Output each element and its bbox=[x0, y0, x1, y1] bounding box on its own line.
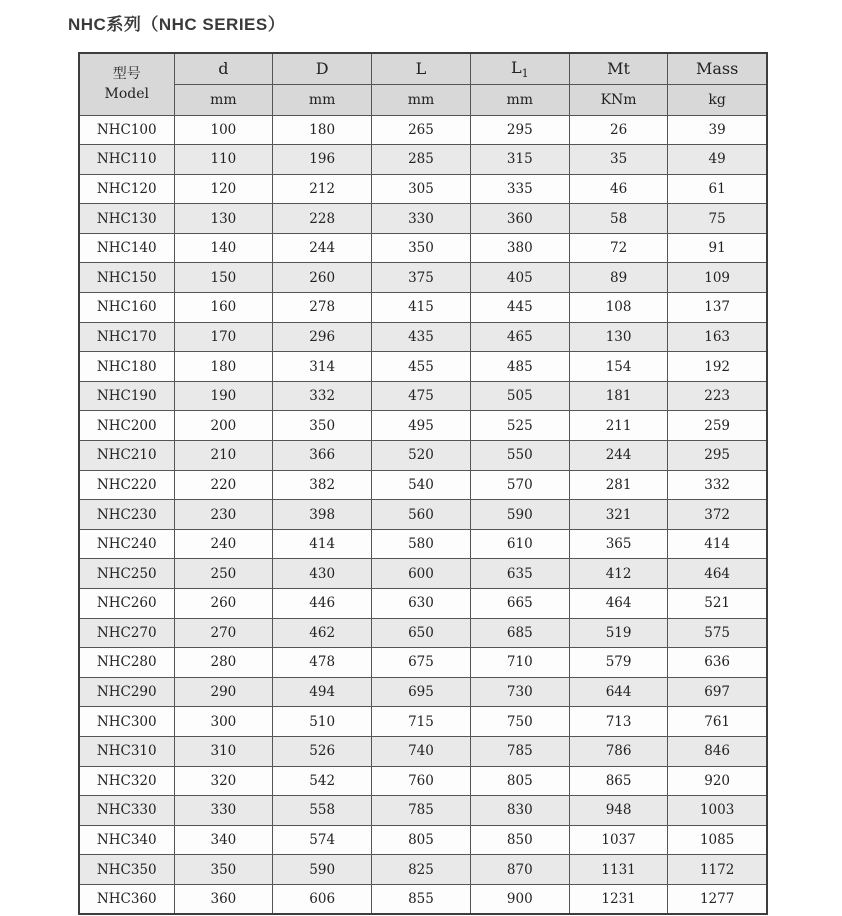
value-cell: 558 bbox=[273, 796, 372, 826]
value-cell: 89 bbox=[569, 263, 668, 293]
value-cell: 636 bbox=[668, 648, 767, 678]
model-cell: NHC240 bbox=[79, 529, 174, 559]
value-cell: 685 bbox=[470, 618, 569, 648]
value-cell: 244 bbox=[273, 233, 372, 263]
value-cell: 494 bbox=[273, 677, 372, 707]
model-column-header bbox=[79, 53, 174, 115]
model-cell: NHC200 bbox=[79, 411, 174, 441]
model-cell: NHC190 bbox=[79, 381, 174, 411]
value-cell: 610 bbox=[470, 529, 569, 559]
value-cell: 260 bbox=[174, 589, 273, 619]
value-cell: 160 bbox=[174, 293, 273, 323]
value-cell: 526 bbox=[273, 736, 372, 766]
value-cell: 730 bbox=[470, 677, 569, 707]
value-cell: 360 bbox=[174, 884, 273, 914]
table-row bbox=[79, 204, 767, 234]
header-unit-row bbox=[79, 84, 767, 115]
column-header-l1: $L_1$ bbox=[470, 53, 569, 84]
value-cell: 430 bbox=[273, 559, 372, 589]
model-cell: NHC100 bbox=[79, 115, 174, 145]
value-cell: 314 bbox=[273, 352, 372, 382]
column-header-mt: Mt bbox=[569, 53, 668, 84]
value-cell: 382 bbox=[273, 470, 372, 500]
model-cell: NHC140 bbox=[79, 233, 174, 263]
value-cell: 1085 bbox=[668, 825, 767, 855]
value-cell: 560 bbox=[372, 500, 471, 530]
table-row bbox=[79, 381, 767, 411]
value-cell: 200 bbox=[174, 411, 273, 441]
value-cell: 310 bbox=[174, 736, 273, 766]
value-cell: 100 bbox=[174, 115, 273, 145]
value-cell: 825 bbox=[372, 855, 471, 885]
model-header-cn: 型号 bbox=[112, 65, 141, 82]
model-cell: NHC290 bbox=[79, 677, 174, 707]
value-cell: 1037 bbox=[569, 825, 668, 855]
nhc-series-table bbox=[78, 52, 768, 915]
value-cell: 590 bbox=[273, 855, 372, 885]
value-cell: 300 bbox=[174, 707, 273, 737]
column-header-d: D bbox=[273, 53, 372, 84]
value-cell: 375 bbox=[372, 263, 471, 293]
value-cell: 240 bbox=[174, 529, 273, 559]
model-cell: NHC210 bbox=[79, 441, 174, 471]
page-title: NHC系列（NHC SERIES） bbox=[68, 15, 286, 34]
value-cell: 330 bbox=[372, 204, 471, 234]
table-row bbox=[79, 411, 767, 441]
table-row bbox=[79, 884, 767, 914]
value-cell: 72 bbox=[569, 233, 668, 263]
value-cell: 295 bbox=[668, 441, 767, 471]
value-cell: 579 bbox=[569, 648, 668, 678]
value-cell: 228 bbox=[273, 204, 372, 234]
table-row bbox=[79, 677, 767, 707]
model-cell: NHC310 bbox=[79, 736, 174, 766]
value-cell: 49 bbox=[668, 145, 767, 175]
table-row bbox=[79, 648, 767, 678]
value-cell: 340 bbox=[174, 825, 273, 855]
value-cell: 761 bbox=[668, 707, 767, 737]
model-cell: NHC340 bbox=[79, 825, 174, 855]
value-cell: 785 bbox=[470, 736, 569, 766]
value-cell: 1231 bbox=[569, 884, 668, 914]
value-cell: 58 bbox=[569, 204, 668, 234]
value-cell: 380 bbox=[470, 233, 569, 263]
value-cell: 26 bbox=[569, 115, 668, 145]
value-cell: 190 bbox=[174, 381, 273, 411]
value-cell: 280 bbox=[174, 648, 273, 678]
value-cell: 600 bbox=[372, 559, 471, 589]
value-cell: 332 bbox=[273, 381, 372, 411]
value-cell: 715 bbox=[372, 707, 471, 737]
value-cell: 574 bbox=[273, 825, 372, 855]
value-cell: 192 bbox=[668, 352, 767, 382]
value-cell: 244 bbox=[569, 441, 668, 471]
model-cell: NHC360 bbox=[79, 884, 174, 914]
value-cell: 900 bbox=[470, 884, 569, 914]
column-unit-d: mm bbox=[174, 84, 273, 115]
model-cell: NHC260 bbox=[79, 589, 174, 619]
value-cell: 650 bbox=[372, 618, 471, 648]
value-cell: 519 bbox=[569, 618, 668, 648]
column-unit-d: mm bbox=[273, 84, 372, 115]
value-cell: 760 bbox=[372, 766, 471, 796]
value-cell: 540 bbox=[372, 470, 471, 500]
value-cell: 505 bbox=[470, 381, 569, 411]
value-cell: 35 bbox=[569, 145, 668, 175]
value-cell: 120 bbox=[174, 174, 273, 204]
value-cell: 485 bbox=[470, 352, 569, 382]
model-cell: NHC150 bbox=[79, 263, 174, 293]
value-cell: 740 bbox=[372, 736, 471, 766]
value-cell: 510 bbox=[273, 707, 372, 737]
value-cell: 550 bbox=[470, 441, 569, 471]
model-cell: NHC320 bbox=[79, 766, 174, 796]
model-header-en: Model bbox=[104, 86, 149, 103]
value-cell: 290 bbox=[174, 677, 273, 707]
value-cell: 372 bbox=[668, 500, 767, 530]
table-row bbox=[79, 766, 767, 796]
value-cell: 495 bbox=[372, 411, 471, 441]
value-cell: 196 bbox=[273, 145, 372, 175]
value-cell: 91 bbox=[668, 233, 767, 263]
value-cell: 475 bbox=[372, 381, 471, 411]
value-cell: 154 bbox=[569, 352, 668, 382]
value-cell: 260 bbox=[273, 263, 372, 293]
value-cell: 405 bbox=[470, 263, 569, 293]
value-cell: 1131 bbox=[569, 855, 668, 885]
value-cell: 750 bbox=[470, 707, 569, 737]
value-cell: 46 bbox=[569, 174, 668, 204]
column-header-mass: Mass bbox=[668, 53, 767, 84]
table-row bbox=[79, 352, 767, 382]
value-cell: 39 bbox=[668, 115, 767, 145]
value-cell: 865 bbox=[569, 766, 668, 796]
table-row bbox=[79, 322, 767, 352]
value-cell: 521 bbox=[668, 589, 767, 619]
value-cell: 630 bbox=[372, 589, 471, 619]
value-cell: 1172 bbox=[668, 855, 767, 885]
column-header-d: d bbox=[174, 53, 273, 84]
value-cell: 350 bbox=[273, 411, 372, 441]
value-cell: 259 bbox=[668, 411, 767, 441]
column-unit-mass: kg bbox=[668, 84, 767, 115]
value-cell: 223 bbox=[668, 381, 767, 411]
table-row bbox=[79, 145, 767, 175]
value-cell: 464 bbox=[569, 589, 668, 619]
value-cell: 335 bbox=[470, 174, 569, 204]
value-cell: 210 bbox=[174, 441, 273, 471]
table-row bbox=[79, 855, 767, 885]
value-cell: 1003 bbox=[668, 796, 767, 826]
value-cell: 520 bbox=[372, 441, 471, 471]
table-row bbox=[79, 707, 767, 737]
value-cell: 920 bbox=[668, 766, 767, 796]
value-cell: 710 bbox=[470, 648, 569, 678]
value-cell: 180 bbox=[273, 115, 372, 145]
table-header bbox=[79, 53, 767, 115]
model-cell: NHC110 bbox=[79, 145, 174, 175]
value-cell: 850 bbox=[470, 825, 569, 855]
value-cell: 805 bbox=[470, 766, 569, 796]
value-cell: 365 bbox=[569, 529, 668, 559]
value-cell: 785 bbox=[372, 796, 471, 826]
model-cell: NHC160 bbox=[79, 293, 174, 323]
value-cell: 697 bbox=[668, 677, 767, 707]
value-cell: 580 bbox=[372, 529, 471, 559]
value-cell: 180 bbox=[174, 352, 273, 382]
value-cell: 270 bbox=[174, 618, 273, 648]
value-cell: 465 bbox=[470, 322, 569, 352]
value-cell: 590 bbox=[470, 500, 569, 530]
value-cell: 281 bbox=[569, 470, 668, 500]
value-cell: 415 bbox=[372, 293, 471, 323]
table-row bbox=[79, 618, 767, 648]
table-row bbox=[79, 736, 767, 766]
value-cell: 109 bbox=[668, 263, 767, 293]
value-cell: 830 bbox=[470, 796, 569, 826]
model-cell: NHC170 bbox=[79, 322, 174, 352]
value-cell: 350 bbox=[174, 855, 273, 885]
value-cell: 110 bbox=[174, 145, 273, 175]
value-cell: 695 bbox=[372, 677, 471, 707]
value-cell: 665 bbox=[470, 589, 569, 619]
table-row bbox=[79, 470, 767, 500]
value-cell: 296 bbox=[273, 322, 372, 352]
value-cell: 1277 bbox=[668, 884, 767, 914]
value-cell: 455 bbox=[372, 352, 471, 382]
table-row bbox=[79, 589, 767, 619]
value-cell: 542 bbox=[273, 766, 372, 796]
value-cell: 278 bbox=[273, 293, 372, 323]
value-cell: 644 bbox=[569, 677, 668, 707]
value-cell: 464 bbox=[668, 559, 767, 589]
value-cell: 130 bbox=[174, 204, 273, 234]
model-cell: NHC130 bbox=[79, 204, 174, 234]
table-row bbox=[79, 529, 767, 559]
header-label-row bbox=[79, 53, 767, 84]
value-cell: 635 bbox=[470, 559, 569, 589]
column-unit-mt: KNm bbox=[569, 84, 668, 115]
value-cell: 412 bbox=[569, 559, 668, 589]
value-cell: 570 bbox=[470, 470, 569, 500]
value-cell: 181 bbox=[569, 381, 668, 411]
model-cell: NHC230 bbox=[79, 500, 174, 530]
value-cell: 606 bbox=[273, 884, 372, 914]
column-unit-l: mm bbox=[372, 84, 471, 115]
table-row bbox=[79, 500, 767, 530]
value-cell: 525 bbox=[470, 411, 569, 441]
table-body bbox=[79, 115, 767, 914]
value-cell: 805 bbox=[372, 825, 471, 855]
value-cell: 75 bbox=[668, 204, 767, 234]
value-cell: 108 bbox=[569, 293, 668, 323]
value-cell: 446 bbox=[273, 589, 372, 619]
value-cell: 265 bbox=[372, 115, 471, 145]
model-cell: NHC120 bbox=[79, 174, 174, 204]
table-row bbox=[79, 263, 767, 293]
model-cell: NHC220 bbox=[79, 470, 174, 500]
value-cell: 212 bbox=[273, 174, 372, 204]
value-cell: 445 bbox=[470, 293, 569, 323]
model-cell: NHC180 bbox=[79, 352, 174, 382]
model-cell: NHC250 bbox=[79, 559, 174, 589]
value-cell: 285 bbox=[372, 145, 471, 175]
value-cell: 130 bbox=[569, 322, 668, 352]
value-cell: 414 bbox=[668, 529, 767, 559]
value-cell: 315 bbox=[470, 145, 569, 175]
value-cell: 414 bbox=[273, 529, 372, 559]
value-cell: 220 bbox=[174, 470, 273, 500]
model-cell: NHC330 bbox=[79, 796, 174, 826]
value-cell: 435 bbox=[372, 322, 471, 352]
table-row bbox=[79, 174, 767, 204]
value-cell: 350 bbox=[372, 233, 471, 263]
model-cell: NHC350 bbox=[79, 855, 174, 885]
table-row bbox=[79, 441, 767, 471]
value-cell: 360 bbox=[470, 204, 569, 234]
value-cell: 170 bbox=[174, 322, 273, 352]
column-unit-l1: mm bbox=[470, 84, 569, 115]
model-cell: NHC270 bbox=[79, 618, 174, 648]
model-cell: NHC300 bbox=[79, 707, 174, 737]
value-cell: 61 bbox=[668, 174, 767, 204]
table-row bbox=[79, 233, 767, 263]
table-row bbox=[79, 825, 767, 855]
value-cell: 398 bbox=[273, 500, 372, 530]
table-row bbox=[79, 293, 767, 323]
value-cell: 230 bbox=[174, 500, 273, 530]
value-cell: 250 bbox=[174, 559, 273, 589]
value-cell: 321 bbox=[569, 500, 668, 530]
value-cell: 462 bbox=[273, 618, 372, 648]
value-cell: 575 bbox=[668, 618, 767, 648]
value-cell: 870 bbox=[470, 855, 569, 885]
value-cell: 305 bbox=[372, 174, 471, 204]
table-row bbox=[79, 115, 767, 145]
value-cell: 137 bbox=[668, 293, 767, 323]
value-cell: 855 bbox=[372, 884, 471, 914]
value-cell: 675 bbox=[372, 648, 471, 678]
value-cell: 140 bbox=[174, 233, 273, 263]
value-cell: 478 bbox=[273, 648, 372, 678]
value-cell: 150 bbox=[174, 263, 273, 293]
value-cell: 163 bbox=[668, 322, 767, 352]
value-cell: 332 bbox=[668, 470, 767, 500]
model-cell: NHC280 bbox=[79, 648, 174, 678]
value-cell: 713 bbox=[569, 707, 668, 737]
value-cell: 211 bbox=[569, 411, 668, 441]
table-row bbox=[79, 796, 767, 826]
value-cell: 295 bbox=[470, 115, 569, 145]
value-cell: 330 bbox=[174, 796, 273, 826]
table-row bbox=[79, 559, 767, 589]
value-cell: 320 bbox=[174, 766, 273, 796]
value-cell: 786 bbox=[569, 736, 668, 766]
value-cell: 366 bbox=[273, 441, 372, 471]
column-header-l: L bbox=[372, 53, 471, 84]
value-cell: 846 bbox=[668, 736, 767, 766]
value-cell: 948 bbox=[569, 796, 668, 826]
